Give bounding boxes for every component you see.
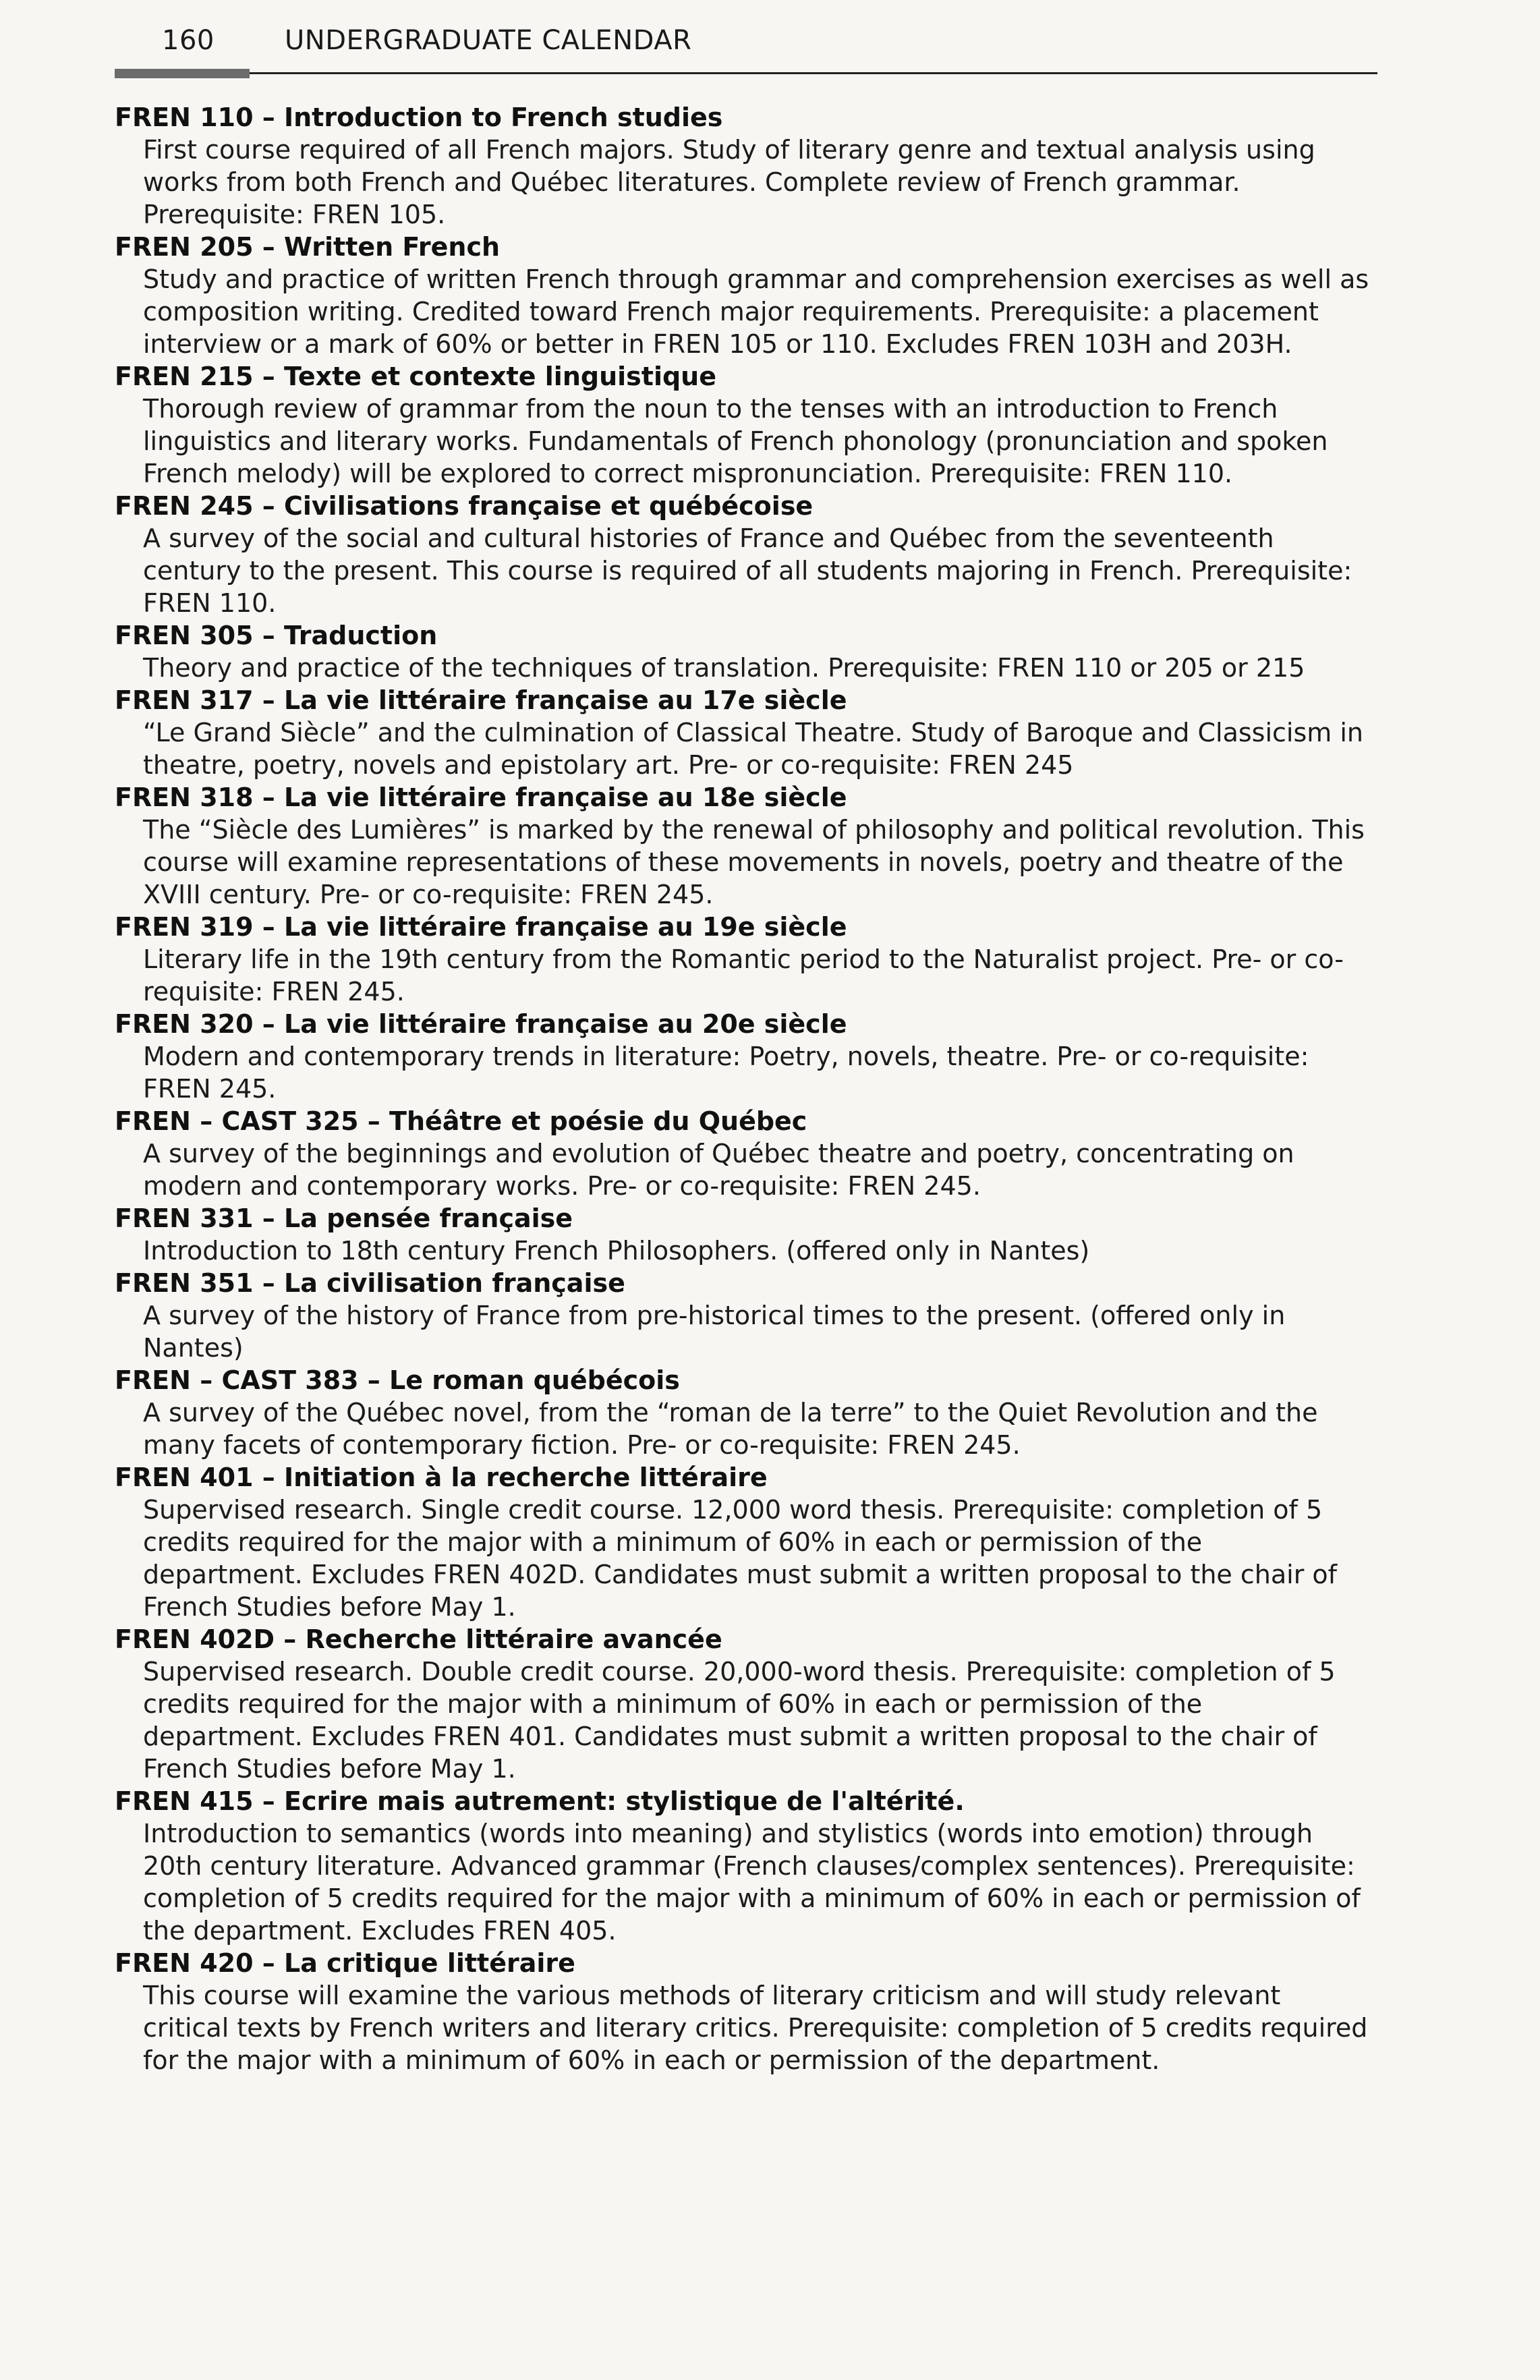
course-title: FREN 317 – La vie littéraire française au 17e siècle [115,685,847,715]
course-description: First course required of all French majors. Study of literary genre and textual analysis using works from both French and Québec literatures. Complete review of French grammar. Prerequisite: FREN 105. [143,135,1315,229]
course-entry [115,1202,1369,1267]
course-entry [115,1623,1369,1785]
course-description: A survey of the history of France from pre-historical times to the present. (offered only in Nantes) [143,1301,1286,1363]
course-title: FREN 420 – La critique littéraire [115,1948,575,1978]
course-description: Supervised research. Single credit course. 12,000 word thesis. Prerequisite: completion of 5 credits required for the major with a minimum of 60% in each or permission of the department. Excludes FREN 402D. Candidates must submit a written proposal to the chair of French Studies before May 1. [143,1495,1338,1622]
course-entry [115,231,1369,360]
course-description: A survey of the Québec novel, from the “roman de la terre” to the Quiet Revolution and the many facets of contemporary fiction. Pre- or co-requisite: FREN 245. [143,1398,1318,1460]
course-entry [115,1008,1369,1105]
course-description: Thorough review of grammar from the noun to the tenses with an introduction to French linguistics and literary works. Fundamentals of French phonology (pronunciation and spoken French melody) will be explored to correct mispronunciation. Prerequisite: FREN 110. [143,394,1328,488]
course-title: FREN 110 – Introduction to French studies [115,103,723,132]
course-title: FREN – CAST 325 – Théâtre et poésie du Québec [115,1106,807,1136]
course-description: This course will examine the various methods of literary criticism and will study relevant critical texts by French writers and literary critics. Prerequisite: completion of 5 credits required for the major with a minimum of 60% in each or permission of the department. [143,1981,1368,2075]
course-title: FREN 205 – Written French [115,232,501,262]
course-title: FREN 402D – Recherche littéraire avancée [115,1624,722,1654]
course-title: FREN 351 – La civilisation française [115,1268,625,1298]
course-entry [115,619,1369,684]
course-entry [115,490,1369,619]
course-description: Theory and practice of the techniques of translation. Prerequisite: FREN 110 or 205 or 215 [143,653,1305,683]
course-entry [115,911,1369,1008]
course-title: FREN 215 – Texte et contexte linguistique [115,362,716,391]
course-description: Literary life in the 19th century from the Romantic period to the Naturalist project. Pre- or co-requisite: FREN 245. [143,944,1344,1007]
course-entry [115,1364,1369,1461]
course-entry [115,360,1369,490]
course-title: FREN 320 – La vie littéraire française au 20e siècle [115,1009,847,1039]
course-entry [115,1461,1369,1623]
course-entry [115,1785,1369,1947]
header-rule-accent [115,69,250,78]
course-entry [115,1947,1369,2076]
course-title: FREN – CAST 383 – Le roman québécois [115,1365,680,1395]
header-rule [250,72,1377,74]
course-title: FREN 415 – Ecrire mais autrement: stylistique de l'altérité. [115,1786,965,1816]
course-title: FREN 331 – La pensée française [115,1203,573,1233]
course-description: Study and practice of written French through grammar and comprehension exercises as well as composition writing. Credited toward French major requirements. Prerequisite: a placement interview or a mark of 60% or better in FREN 105 or 110. Excludes FREN 103H and 203H. [143,264,1369,359]
course-description: Modern and contemporary trends in literature: Poetry, novels, theatre. Pre- or co-requisite: FREN 245. [143,1042,1309,1104]
course-description: A survey of the social and cultural histories of France and Québec from the seventeenth century to the present. This course is required of all students majoring in French. Prerequisite: FREN 110. [143,523,1352,618]
page-number: 160 [162,25,215,56]
running-head: UNDERGRADUATE CALENDAR [285,25,692,56]
course-description: “Le Grand Siècle” and the culmination of Classical Theatre. Study of Baroque and Classicism in theatre, poetry, novels and epistolary art. Pre- or co-requisite: FREN 245 [143,718,1364,780]
course-entry [115,684,1369,781]
course-entry [115,781,1369,911]
course-title: FREN 305 – Traduction [115,621,438,650]
course-description: Supervised research. Double credit course. 20,000-word thesis. Prerequisite: completion of 5 credits required for the major with a minimum of 60% in each or permission of the department. Excludes FREN 401. Candidates must submit a written proposal to the chair of French Studies before May 1. [143,1657,1336,1784]
page-header [115,19,1369,93]
course-description: Introduction to 18th century French Philosophers. (offered only in Nantes) [143,1236,1090,1266]
course-description: The “Siècle des Lumières” is marked by the renewal of philosophy and political revolution. This course will examine representations of these movements in novels, poetry and theatre of the XVIII century. Pre- or co-requisite: FREN 245. [143,815,1365,909]
course-title: FREN 318 – La vie littéraire française au 18e siècle [115,783,847,812]
course-entry [115,101,1369,231]
course-description: Introduction to semantics (words into meaning) and stylistics (words into emotion) through 20th century literature. Advanced grammar (French clauses/complex sentences). Prerequisite: completion of 5 credits required for the major with a minimum of 60% in each or permission of the department. Excludes FREN 405. [143,1819,1361,1946]
course-entry [115,1267,1369,1364]
course-description: A survey of the beginnings and evolution of Québec theatre and poetry, concentrating on modern and contemporary works. Pre- or co-requisite: FREN 245. [143,1139,1294,1201]
course-list [115,101,1369,2076]
course-title: FREN 245 – Civilisations française et québécoise [115,491,814,521]
course-title: FREN 319 – La vie littéraire française au 19e siècle [115,912,847,942]
course-title: FREN 401 – Initiation à la recherche littéraire [115,1463,768,1492]
course-entry [115,1105,1369,1202]
